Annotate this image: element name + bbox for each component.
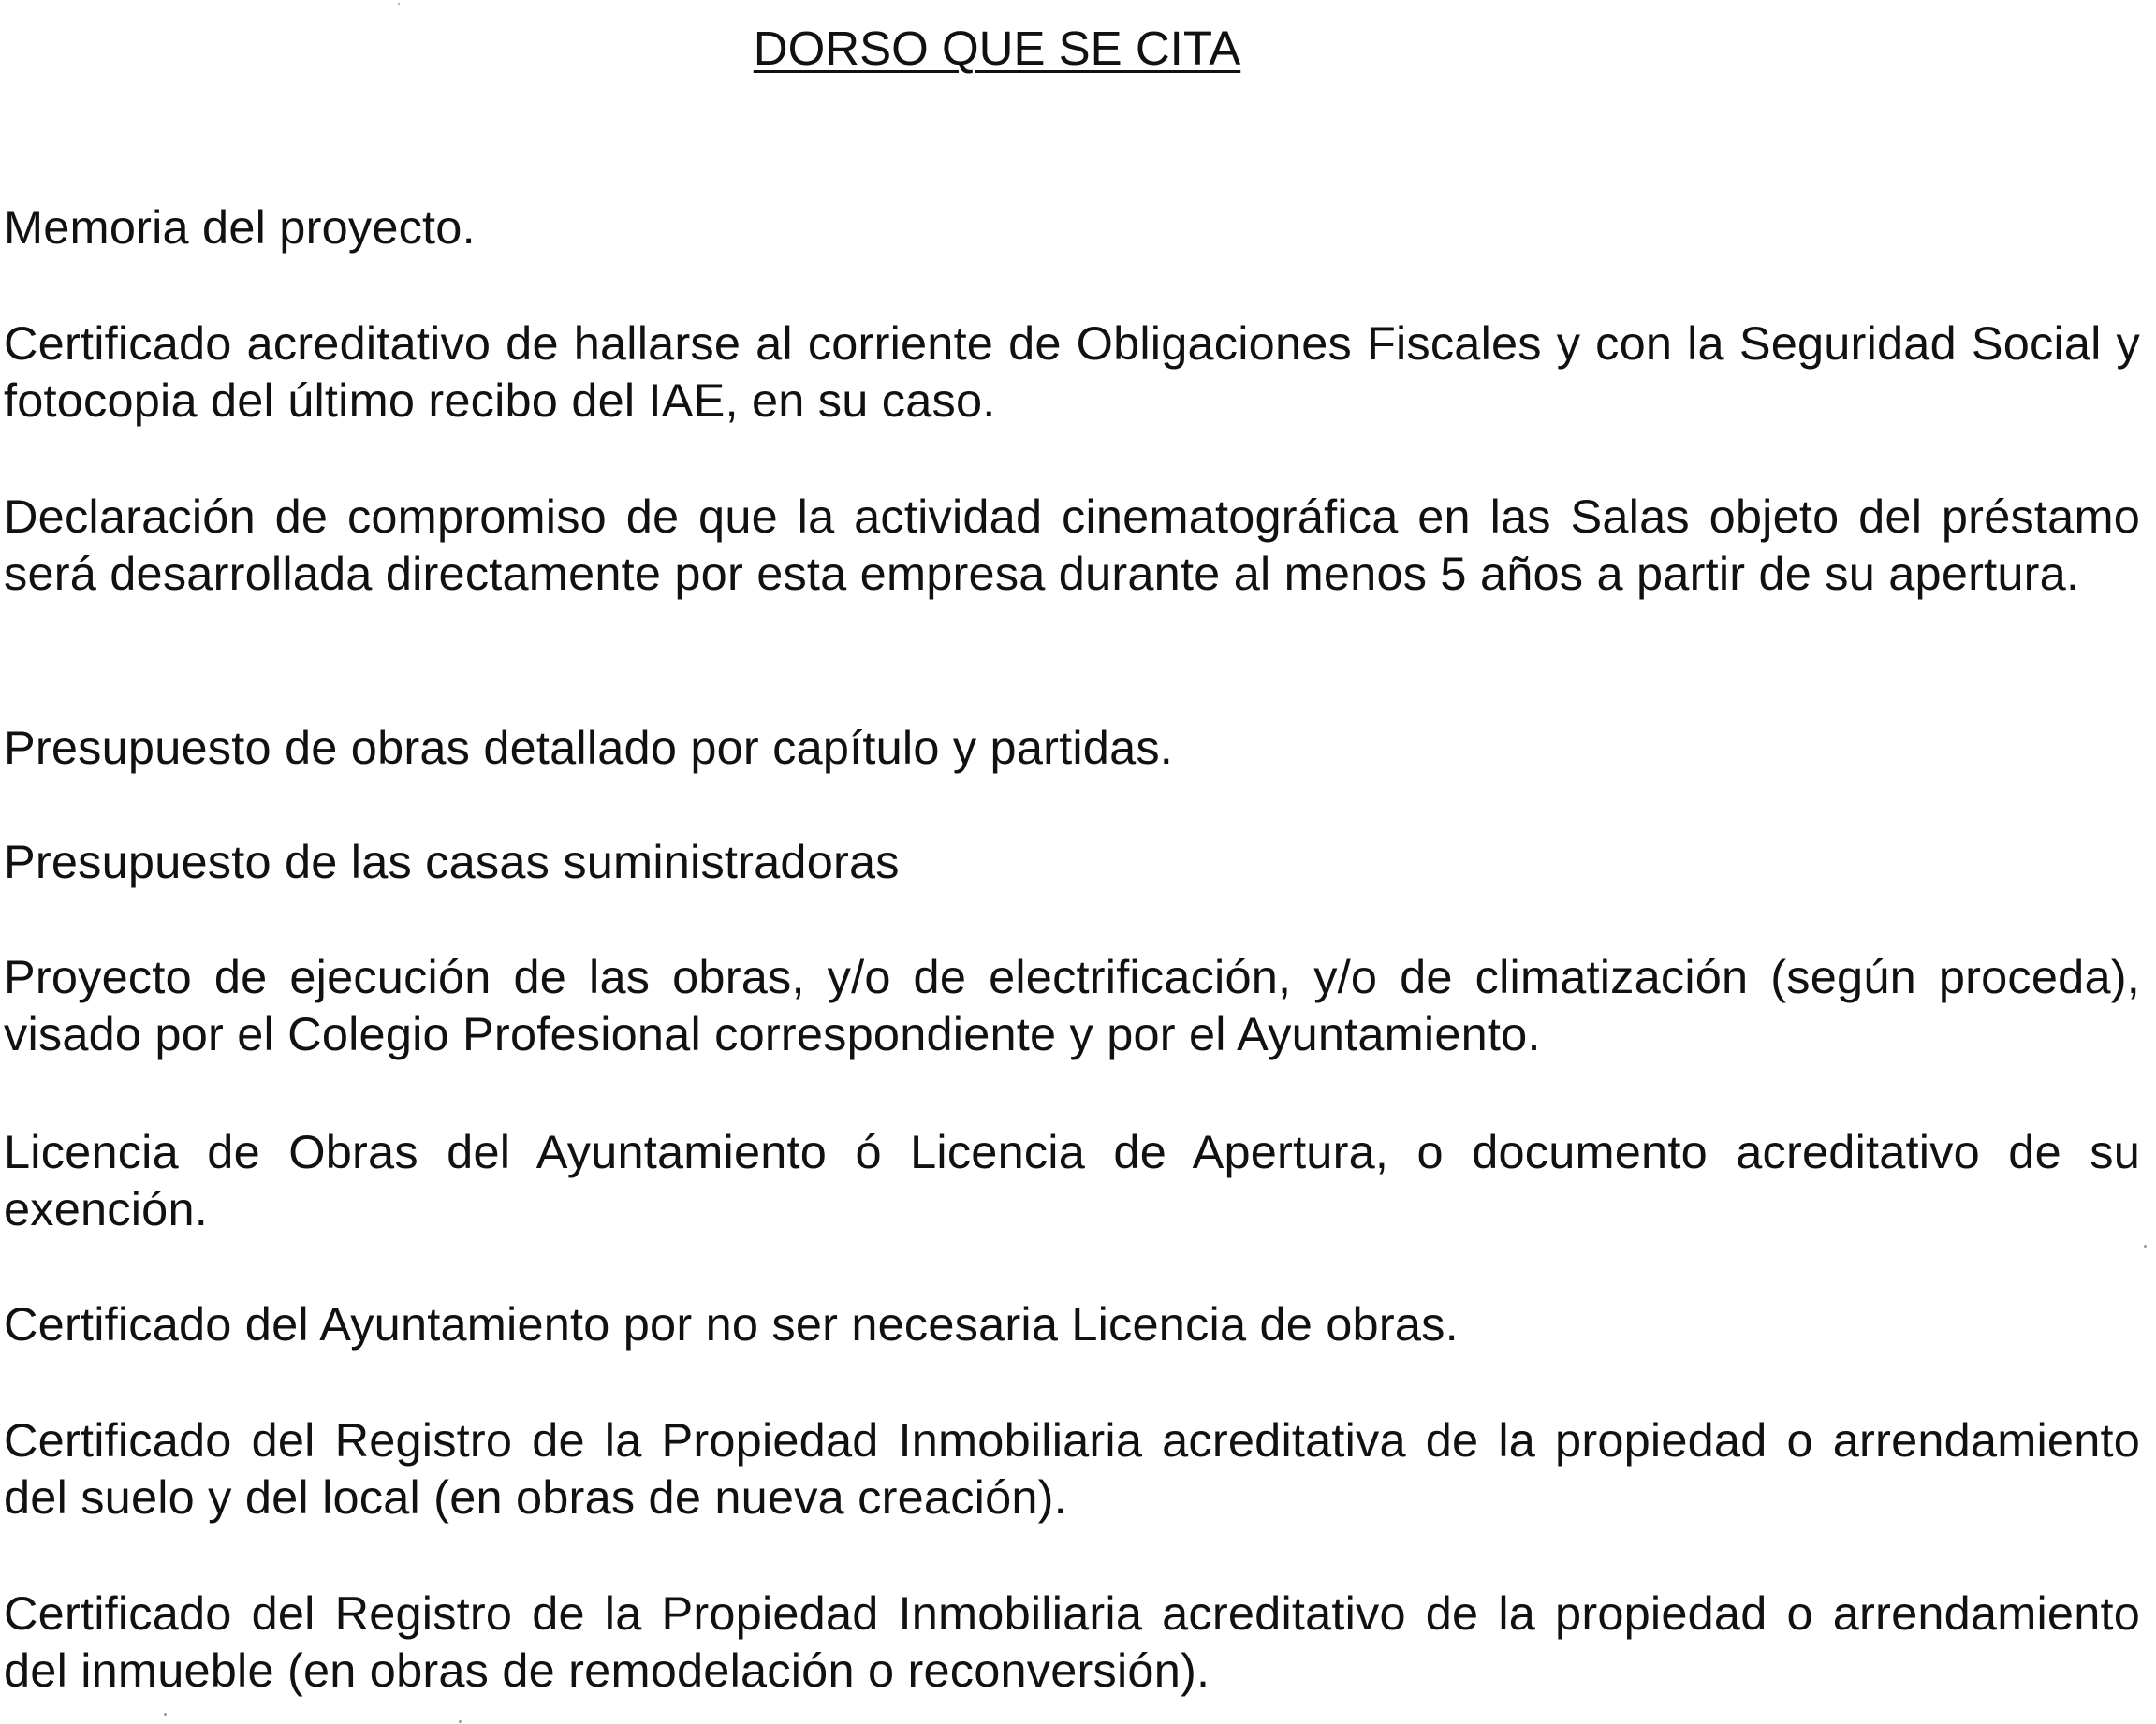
paragraph-presupuesto-casas: Presupuesto de las casas suministradoras [4, 835, 900, 888]
scan-speck [2144, 1245, 2147, 1248]
scan-speck [164, 1713, 167, 1716]
paragraph-presupuesto-obras: Presupuesto de obras detallado por capítulo y partidas. [4, 721, 1174, 774]
scan-speck [398, 3, 400, 5]
paragraph-registro-inmueble: Certificado del Registro de la Propiedad Inmobiliaria acreditativo de la propiedad o arrendamiento del inmueble (en obras de remodelación o reconversión). [4, 1586, 2140, 1697]
paragraph-declaracion: Declaración de compromiso de que la actividad cinematográfica en las Salas objeto del préstamo será desarrollada directamente por esta empresa durante al menos 5 años a partir de su apertura. [4, 489, 2140, 600]
page-title: DORSO QUE SE CITA [753, 22, 1241, 75]
paragraph-licencia-obras: Licencia de Obras del Ayuntamiento ó Licencia de Apertura, o documento acreditativo de su exención. [4, 1125, 2140, 1235]
paragraph-registro-suelo: Certificado del Registro de la Propiedad Inmobiliaria acreditativa de la propiedad o arrendamiento del suelo y del local (en obras de nueva creación). [4, 1413, 2140, 1524]
paragraph-proyecto-ejecucion: Proyecto de ejecución de las obras, y/o de electrificación, y/o de climatización (según proceda), visado por el Colegio Profesional correspondiente y por el Ayuntamiento. [4, 950, 2140, 1060]
scan-speck [459, 1720, 462, 1723]
paragraph-memoria: Memoria del proyecto. [4, 200, 476, 254]
paragraph-certificado-ayto: Certificado del Ayuntamiento por no ser necesaria Licencia de obras. [4, 1297, 1459, 1351]
paragraph-certificado-fiscal: Certificado acreditativo de hallarse al corriente de Obligaciones Fiscales y con la Seguridad Social y fotocopia del último recibo del IAE, en su caso. [4, 316, 2140, 427]
